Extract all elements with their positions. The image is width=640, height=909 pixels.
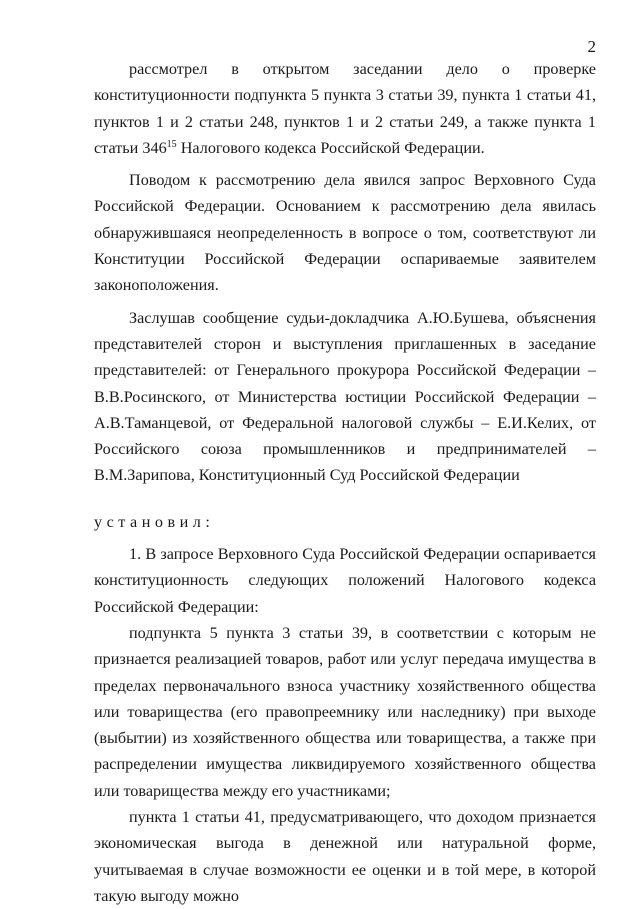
document-body xyxy=(94,56,596,909)
paragraph-article-41: пункта 1 статьи 41, предусматривающего, что доходом признается экономическая выгода в денежной или натуральной форме, учитываемая в случае возможности ее оценки и в той мере, в которой такую выгоду можно xyxy=(94,808,596,905)
superscript-article-number: 15 xyxy=(166,138,177,150)
paragraph-article-39: подпункта 5 пункта 3 статьи 39, в соответствии с которым не признается реализацией товаров, работ или услуг передача имущества в пределах первоначального взноса участнику хозяйственного общества или товарищества (его правопреемнику или наследнику) при выходе (выбытии) из хозяйственного общества или товарищества, а также при распределении имущества ликвидируемого хозяйственного общества или товарищества между его участниками; xyxy=(94,623,596,800)
page-number: 2 xyxy=(587,37,596,56)
paragraph-grounds: Поводом к рассмотрению дела явился запрос Верховного Суда Российской Федерации. Основанием к рассмотрению дела явилась обнаружившаяся неопределенность в вопросе о том, соответствуют ли Конституции Российской Федерации оспариваемые заявителем законоположения. xyxy=(94,171,596,295)
paragraph-intro-text-end: Налогового кодекса Российской Федерации. xyxy=(176,138,485,157)
section-heading: установил: xyxy=(94,512,215,531)
paragraph-hearing: Заслушав сообщение судьи-докладчика А.Ю.Бушева, объяснения представителей сторон и выступления приглашенных в заседание представителей: от Генерального прокурора Российской Федерации – В.В.Росинского, от Министерства юстиции Российской Федерации – А.В.Таманцевой, от Федеральной налоговой службы – Е.И.Келих, от Российского союза промышленников и предпринимателей – В.М.Зарипова, Конституционный Суд Российской Федерации xyxy=(94,308,596,485)
paragraph-intro xyxy=(94,56,596,161)
paragraph-intro-text: рассмотрел в открытом заседании дело о проверке конституционности подпункта 5 пункта 3 статьи 39, пункта 1 статьи 41, пунктов 1 и 2 статьи 248, пунктов 1 и 2 статьи 249, а также пункта 1 статьи 346 xyxy=(94,60,596,157)
paragraph-request: 1. В запросе Верховного Суда Российской Федерации оспаривается конституционность следующих положений Налогового кодекса Российской Федерации: xyxy=(94,545,596,616)
